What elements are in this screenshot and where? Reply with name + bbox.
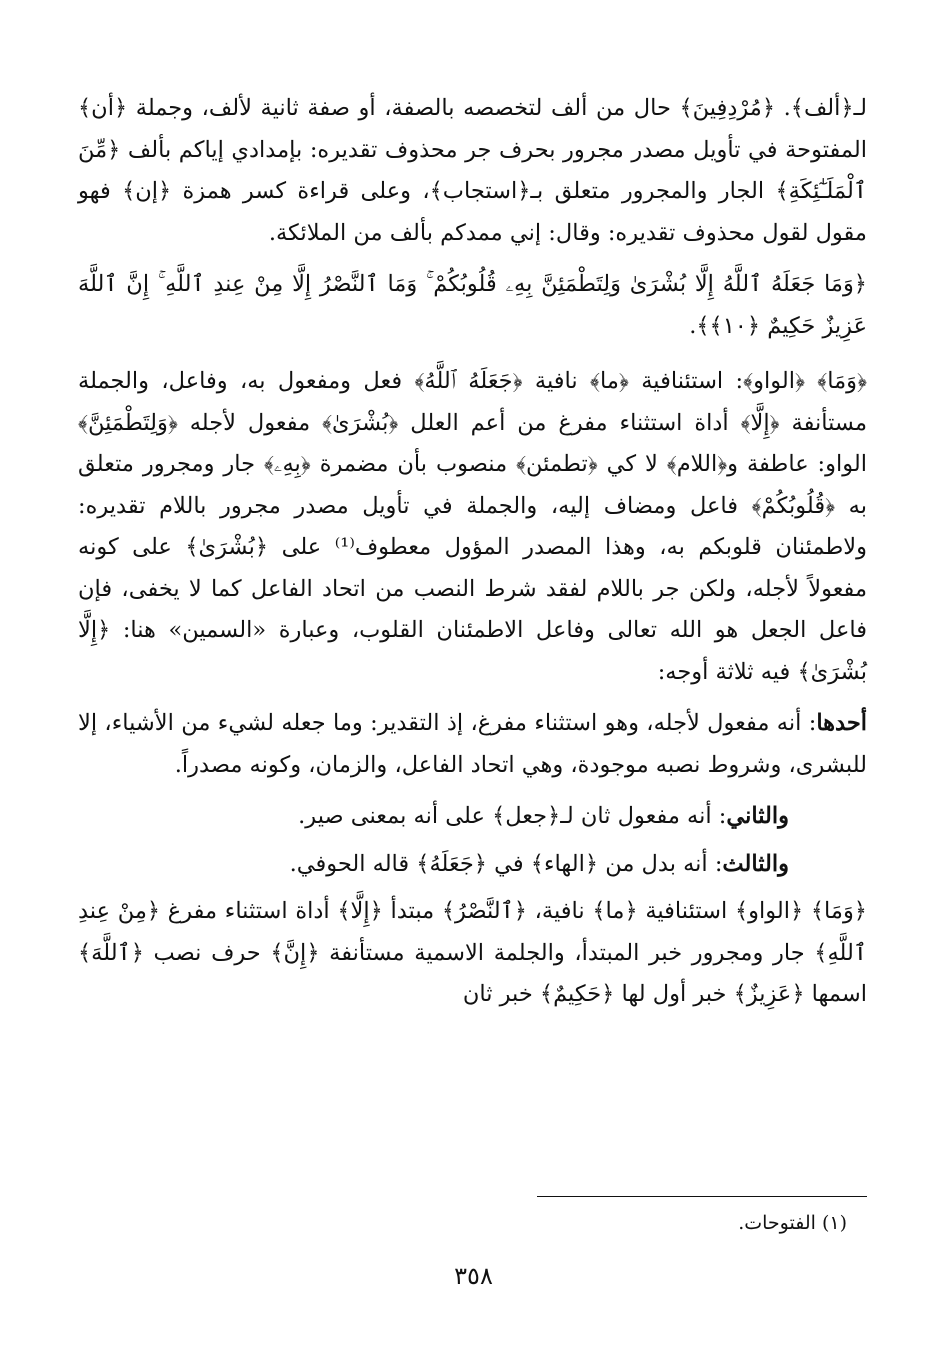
paragraph-6: ﴿وَمَا﴾ ﴿الواو﴾ استئنافية ﴿ما﴾ نافية، ﴿ٱلنَّصْرُ﴾ مبتدأ ﴿إِلَّا﴾ أداة استثناء مفرغ ﴿مِنْ عِندِ ٱللَّهِ﴾ جار ومجرور خبر المبتدأ، والجلمة الاسمية مستأنفة ﴿إِنَّ﴾ حرف نصب ﴿ٱللَّهَ﴾ اسمها ﴿عَزِيزٌ﴾ خبر أول لها ﴿حَكِيمٌ﴾ خبر ثان (78, 898, 867, 1007)
text-second: : أنه مفعول ثان لـ﴿جعل﴾ على أنه بمعنى صير. (298, 803, 727, 829)
paragraph-2: ﴿وَمَا﴾ ﴿الواو﴾: استئنافية ﴿ما﴾ نافية ﴿جَعَلَهُ ٱللَّهُ﴾ فعل ومفعول به، وفاعل، والجملة مستأنفة ﴿إِلَّا﴾ أداة استثناء مفرغ من أعم العلل ﴿بُشْرَىٰ﴾ مفعول لأجله ﴿وَلِتَطْمَئِنَّ﴾ الواو: عاطفة و﴿اللام﴾ لا كي ﴿تطمئن﴾ منصوب بأن مضمرة ﴿بِهِۦ﴾ جار ومجرور متعلق به ﴿قُلُوبُكُمْ﴾ فاعل ومضاف إليه، والجملة في تأويل مصدر مجرور باللام تقديره: ولاطمئنان قلوبكم به، وهذا المصدر المؤول معطوف⁽¹⁾ على ﴿بُشْرَىٰ﴾ على كونه مفعولاً لأجله، ولكن جر باللام لفقد شرط النصب من اتحاد الفاعل كما لا يخفى، فإن فاعل الجعل هو الله تعالى وفاعل الاطمئنان القلوب، وعبارة «السمين» هنا: ﴿إِلَّا بُشْرَىٰ﴾ فيه ثلاثة أوجه: (78, 368, 867, 685)
text-first: : أنه مفعول لأجله، وهو استثناء مفرغ، إذ التقدير: وما جعله لشيء من الأشياء، إلا للبشرى، وشروط نصبه موجودة، وهي اتحاد الفاعل، والزمان، وكونه مصدراً. (78, 710, 867, 778)
paragraph-1: لـ﴿ألف﴾. ﴿مُرْدِفِينَ﴾ حال من ألف لتخصصه بالصفة، أو صفة ثانية لألف، وجملة ﴿أن﴾ المفتوحة في تأويل مصدر مجرور بحرف جر محذوف تقديره: بإمدادي إياكم بألف ﴿مِّنَ ٱلْمَلَـٰٓئِكَةِ﴾ الجار والمجرور متعلق بـ﴿استجاب﴾، وعلى قراءة كسر همزة ﴿إن﴾ فهو مقول لقول محذوف تقديره: وقال: إني ممدكم بألف من الملائكة. (78, 95, 867, 246)
label-third: والثالث (722, 850, 789, 877)
footnote: (١) الفتوحات. (738, 1212, 847, 1234)
label-first: أحدها (816, 710, 868, 736)
page-number: ٣٥٨ (454, 1262, 493, 1290)
quran-verse: ﴿وَمَا جَعَلَهُ ٱللَّهُ إِلَّا بُشْرَىٰ وَلِتَطْمَئِنَّ بِهِۦ قُلُوبُكُمْ ۚ وَمَا ٱلنَّصْرُ إِلَّا مِنْ عِندِ ٱللَّهِ ۚ إِنَّ ٱللَّهَ عَزِيزٌ حَكِيمٌ ﴿١٠﴾﴾. (78, 271, 867, 339)
paragraph-third-view (78, 844, 867, 886)
footnote-divider (537, 1196, 867, 1197)
text-third: : أنه بدل من ﴿الهاء﴾ في ﴿جَعَلَهُ﴾ قاله الحوفي. (289, 850, 723, 877)
paragraph-second-view (78, 796, 867, 838)
paragraph-first-view (78, 703, 867, 786)
label-second: والثاني (726, 803, 789, 829)
